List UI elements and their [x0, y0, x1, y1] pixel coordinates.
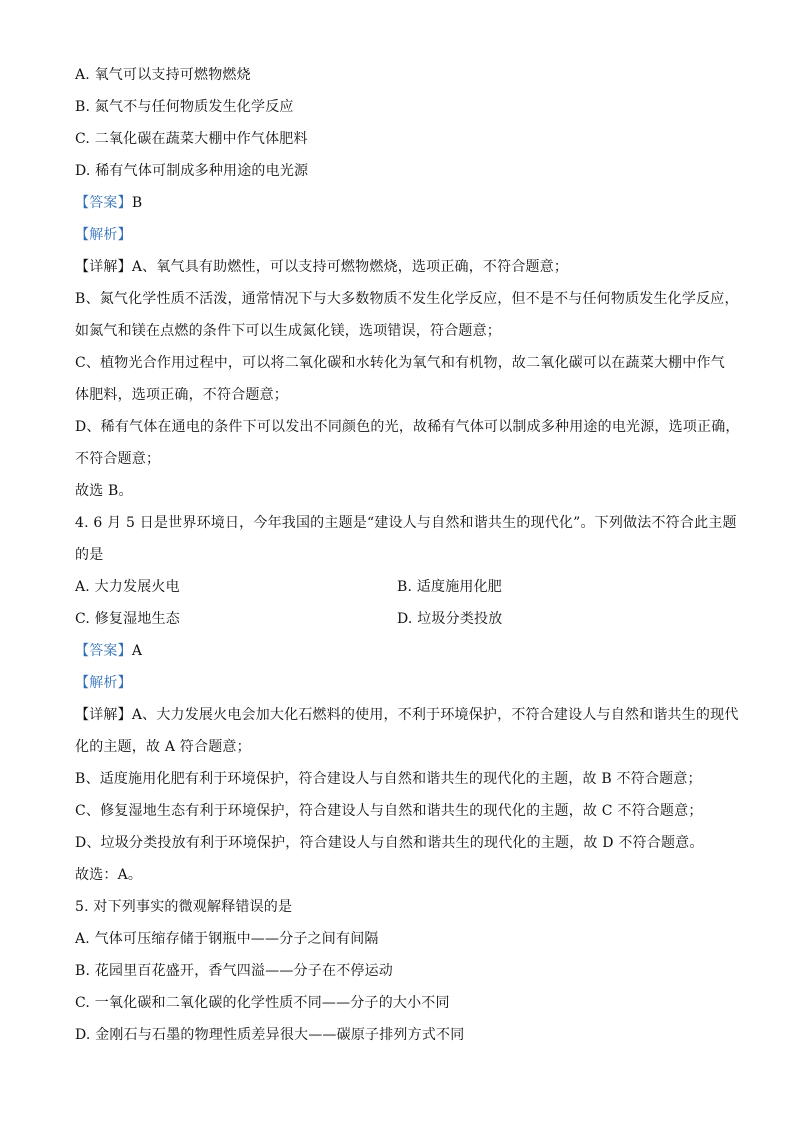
- q5-option-c: C. 一氧化碳和二氧化碳的化学性质不同——分子的大小不同: [75, 995, 450, 1011]
- q3-option-a: A. 氧气可以支持可燃物燃烧: [75, 67, 251, 83]
- answer-value: A: [131, 643, 143, 659]
- q5-option-a: A. 气体可压缩存储于钢瓶中——分子之间有间隔: [75, 931, 379, 947]
- q4-stem-line2: 的是: [75, 547, 104, 563]
- q4-detail-a-line1: [75, 705, 739, 725]
- q4-detail-b: B、适度施用化肥有利于环境保护，符合建设人与自然和谐共生的现代化的主题，故 B 不符合题意；: [75, 771, 702, 787]
- answer-value: B: [131, 195, 143, 211]
- q3-detail-b-line1: B、氮气化学性质不活泼，通常情况下与大多数物质不发生化学反应，但不是不与任何物质发生化学反应，: [75, 291, 739, 307]
- q4-options-row2: [75, 609, 503, 629]
- q5-option-d: D. 金刚石与石墨的物理性质差异很大——碳原子排列方式不同: [75, 1027, 465, 1043]
- q4-options-row1: [75, 577, 502, 597]
- q3-option-c: C. 二氧化碳在蔬菜大棚中作气体肥料: [75, 131, 308, 147]
- q3-detail-b-line2: 如氮气和镁在点燃的条件下可以生成氮化镁，选项错误，符合题意；: [75, 323, 501, 339]
- q4-stem-line1: 4. 6 月 5 日是世界环境日，今年我国的主题是“建设人与自然和谐共生的现代化”。下列做法不符合此主题: [75, 515, 737, 531]
- q3-option-d: D. 稀有气体可制成多种用途的电光源: [75, 163, 309, 179]
- q3-detail-a: [75, 257, 568, 277]
- detail-text: A、氧气具有助燃性，可以支持可燃物燃烧，选项正确，不符合题意；: [131, 259, 569, 275]
- q3-option-b: B. 氮气不与任何物质发生化学反应: [75, 99, 294, 115]
- q3-conclusion: 故选 B。: [75, 483, 133, 499]
- detail-tag: 【详解】: [75, 707, 132, 723]
- q3-detail-c-line2: 体肥料，选项正确，不符合题意；: [75, 387, 288, 403]
- q4-detail-d: D、垃圾分类投放有利于环境保护，符合建设人与自然和谐共生的现代化的主题，故 D 不符合题意。: [75, 835, 704, 851]
- q4-conclusion: 故选：A。: [75, 867, 143, 883]
- q4-option-c: C. 修复湿地生态: [75, 611, 180, 627]
- q4-option-a: A. 大力发展火电: [75, 579, 180, 595]
- q4-detail-a-line2: 化的主题，故 A 符合题意；: [75, 739, 251, 755]
- detail-tag: 【详解】: [75, 259, 132, 275]
- q3-detail-d-line2: 不符合题意；: [75, 451, 161, 467]
- q4-option-b: B. 适度施用化肥: [397, 579, 502, 595]
- q4-analysis-tag: 【解析】: [75, 675, 132, 691]
- q3-analysis-tag: 【解析】: [75, 227, 132, 243]
- q4-option-d: D. 垃圾分类投放: [397, 611, 503, 627]
- q4-detail-c: C、修复湿地生态有利于环境保护，符合建设人与自然和谐共生的现代化的主题，故 C 不符合题意；: [75, 803, 703, 819]
- q5-stem: 5. 对下列事实的微观解释错误的是: [75, 899, 293, 915]
- detail-text: A、大力发展火电会加大化石燃料的使用，不利于环境保护，不符合建设人与自然和谐共生的现代: [131, 707, 739, 723]
- q3-answer: [75, 193, 142, 213]
- q5-option-b: B. 花园里百花盛开，香气四溢——分子在不停运动: [75, 963, 393, 979]
- answer-tag: 【答案】: [75, 643, 132, 659]
- q3-detail-c-line1: C、植物光合作用过程中，可以将二氧化碳和水转化为氧气和有机物，故二氧化碳可以在蔬菜大棚中作气: [75, 355, 725, 371]
- answer-tag: 【答案】: [75, 195, 132, 211]
- q4-answer: [75, 641, 142, 661]
- q3-detail-d-line1: D、稀有气体在通电的条件下可以发出不同颜色的光，故稀有气体可以制成多种用途的电光源，选项正确，: [75, 419, 740, 435]
